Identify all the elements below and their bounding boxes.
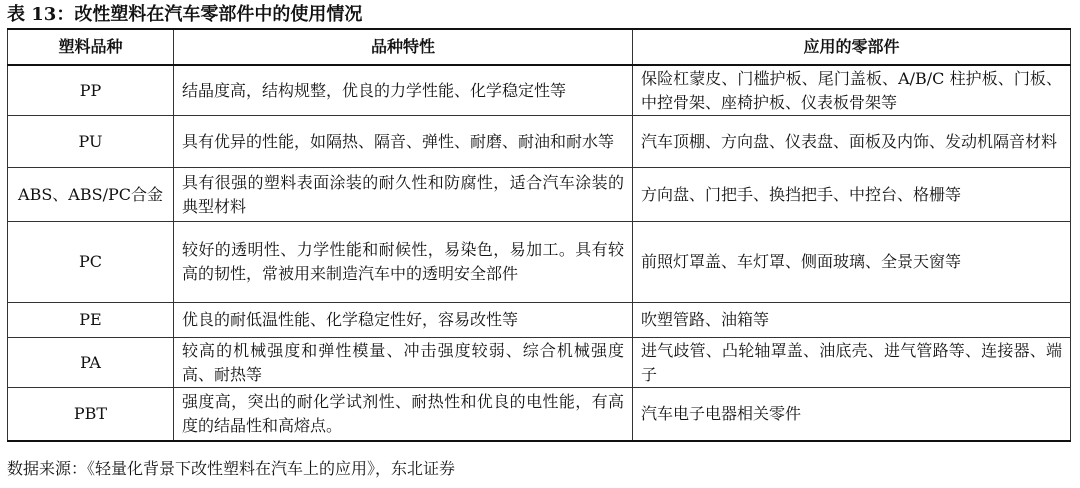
plastic-type-cell: PP [8, 65, 174, 116]
table-header-row [8, 29, 1071, 65]
table-row [8, 388, 1071, 442]
plastic-type-cell: PBT [8, 388, 174, 442]
parts-cell: 汽车电子电器相关零件 [633, 388, 1071, 442]
plastic-type-cell: PE [8, 303, 174, 338]
header-plastic-type: 塑料品种 [8, 29, 174, 65]
data-source-note: 数据来源：《轻量化背景下改性塑料在汽车上的应用》，东北证券 [7, 459, 456, 478]
table-caption: 表 13：改性塑料在汽车零部件中的使用情况 [7, 4, 363, 25]
property-cell: 强度高，突出的耐化学试剂性、耐热性和优良的电性能，有高度的结晶性和高熔点。 [174, 388, 633, 442]
plastic-type-cell: PU [8, 116, 174, 168]
plastic-type-cell: PA [8, 338, 174, 388]
header-properties: 品种特性 [174, 29, 633, 65]
table-row [8, 116, 1071, 168]
parts-cell: 进气歧管、凸轮轴罩盖、油底壳、进气管路等、连接器、端子 [633, 338, 1071, 388]
header-applied-parts: 应用的零部件 [633, 29, 1071, 65]
parts-cell: 前照灯罩盖、车灯罩、侧面玻璃、全景天窗等 [633, 222, 1071, 303]
property-cell: 具有优异的性能，如隔热、隔音、弹性、耐磨、耐油和耐水等 [174, 116, 633, 168]
property-cell: 较高的机械强度和弹性模量、冲击强度较弱、综合机械强度高、耐热等 [174, 338, 633, 388]
parts-cell: 保险杠蒙皮、门槛护板、尾门盖板、A/B/C 柱护板、门板、中控骨架、座椅护板、仪表板骨架等 [633, 65, 1071, 116]
parts-cell: 汽车顶棚、方向盘、仪表盘、面板及内饰、发动机隔音材料 [633, 116, 1071, 168]
table-row [8, 222, 1071, 303]
plastics-usage-table [7, 28, 1071, 442]
plastic-type-cell: PC [8, 222, 174, 303]
table-row [8, 338, 1071, 388]
property-cell: 较好的透明性、力学性能和耐候性，易染色，易加工。具有较高的韧性，常被用来制造汽车中的透明安全部件 [174, 222, 633, 303]
table-row [8, 303, 1071, 338]
table-row [8, 168, 1071, 222]
parts-cell: 方向盘、门把手、换挡把手、中控台、格栅等 [633, 168, 1071, 222]
property-cell: 具有很强的塑料表面涂装的耐久性和防腐性，适合汽车涂装的典型材料 [174, 168, 633, 222]
table-row [8, 65, 1071, 116]
plastic-type-cell: ABS、ABS/PC合金 [8, 168, 174, 222]
parts-cell: 吹塑管路、油箱等 [633, 303, 1071, 338]
property-cell: 结晶度高，结构规整，优良的力学性能、化学稳定性等 [174, 65, 633, 116]
property-cell: 优良的耐低温性能、化学稳定性好，容易改性等 [174, 303, 633, 338]
